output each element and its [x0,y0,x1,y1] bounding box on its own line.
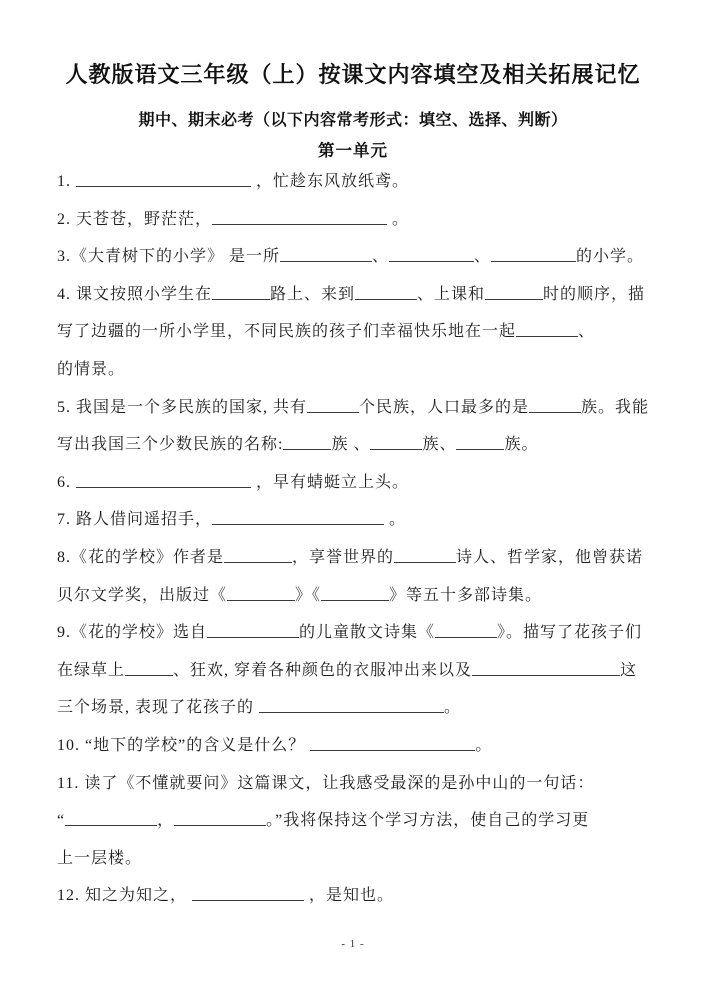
question-line [57,652,657,690]
question-line [57,727,657,765]
question-list [57,163,657,915]
fill-in-blank-line [485,297,543,300]
question-text: ， [157,812,175,830]
section-heading: 第一单元 [318,141,388,160]
question-line [57,765,657,803]
question-text: 9.《花的学校》选自 [57,624,208,642]
question-text: 2. 天苍苍，野茫茫， [57,210,213,228]
question-text: 在绿草上 [57,661,126,679]
question-text: 6. [57,473,76,491]
question-text: 个民族，人口最多的是 [359,398,530,416]
fill-in-blank-line [76,184,251,187]
question-text: 。”我将保持这个学习方法，使自己的学习更 [266,812,590,830]
question-line [57,689,657,727]
fill-in-blank-line [65,823,157,826]
question-text: 。 [475,736,493,754]
question-text: ，早有蜻蜓立上头。 [251,473,410,491]
question-text: 、 [578,323,596,341]
document-subtitle: 期中、期末必考（以下内容常考形式：填空、选择、判断） [138,112,568,129]
question-text: 、狂欢, 穿着各种颜色的衣服冲出来以及 [173,661,473,679]
question-line [57,351,657,389]
question-line [57,426,657,464]
question-text: 》《 [295,586,322,604]
fill-in-blank-line [472,673,620,676]
fill-in-blank-line [174,823,266,826]
question-line [57,802,657,840]
question-line [57,539,657,577]
fill-in-blank-line [212,522,384,525]
question-text: 族、 [422,436,457,454]
fill-in-blank-line [456,447,504,450]
question-text: 贝尔文学奖，出版过《 [57,586,228,604]
fill-in-blank-line [224,560,292,563]
fill-in-blank-line [310,748,475,751]
question-text: ，是知也。 [304,887,395,905]
question-line [57,313,657,351]
question-text: 12. 知之为知之， [57,887,193,905]
question-text: ，享誉世界的 [292,548,395,566]
question-line [57,501,657,539]
question-text: 的小学。 [576,248,645,266]
question-line [57,389,657,427]
question-line [57,464,657,502]
question-text: 、 [372,248,390,266]
question-text: 8.《花的学校》作者是 [57,548,225,566]
question-text: 》等五十多部诗集。 [389,586,543,604]
question-text: 路上、来到 [270,285,356,303]
question-line [57,238,657,276]
fill-in-blank-line [207,635,299,638]
question-text: 11. 读了《不懂就要问》这篇课文，让我感受最深的是孙中山的一句话： [57,774,595,792]
question-line [57,614,657,652]
document-title: 人教版语文三年级（上）按课文内容填空及相关拓展记忆 [65,62,641,87]
question-text: 的儿童散文诗集《 [299,624,436,642]
question-text: ，忙趁东风放纸鸢。 [251,173,410,190]
fill-in-blank-line [76,485,251,488]
question-text: 4. 课文按照小学生在 [57,285,213,303]
fill-in-blank-line [227,598,295,601]
question-line [57,840,657,878]
fill-in-blank-line [389,259,474,262]
question-text: 》。描写了花孩子们 [497,624,643,642]
question-text: 写出我国三个少数民族的名称: [57,436,284,454]
question-text: 、上课和 [417,285,486,303]
fill-in-blank-line [259,710,444,713]
question-text: 写了边疆的一所小学里，不同民族的孩子们幸福快乐地在一起 [57,323,517,341]
question-text: 。 [444,699,462,717]
fill-in-blank-line [516,334,578,337]
fill-in-blank-line [283,447,331,450]
question-text: 5. 我国是一个多民族的国家, 共有 [57,398,308,416]
fill-in-blank-line [125,673,173,676]
fill-in-blank-line [212,297,270,300]
question-text: 族 、 [331,436,371,454]
question-text: 上一层楼。 [57,849,143,867]
question-line [57,577,657,615]
fill-in-blank-line [192,898,304,901]
question-line [57,276,657,314]
fill-in-blank-line [529,410,581,413]
fill-in-blank-line [355,297,417,300]
question-text: 族。 [504,436,539,454]
fill-in-blank-line [370,447,422,450]
question-text: 时的顺序，描 [543,285,646,303]
question-text: 的情景。 [57,360,126,378]
question-text: 三个场景, 表现了花孩子的 [57,699,260,717]
fill-in-blank-line [280,259,372,262]
fill-in-blank-line [307,410,359,413]
question-line [57,163,657,201]
fill-in-blank-line [491,259,576,262]
question-text: 1. [57,173,76,190]
fill-in-blank-line [321,598,389,601]
question-text: “ [57,812,66,830]
question-text: 。 [384,511,407,529]
question-text: 这 [620,661,638,679]
fill-in-blank-line [212,222,387,225]
question-text: 3.《大青树下的小学》 是一所 [57,248,281,266]
question-text: 7. 路人借问遥招手， [57,511,213,529]
fill-in-blank-line [435,635,497,638]
question-text: 、 [474,248,492,266]
page-number: - 1 - [341,938,365,950]
question-line [57,877,657,915]
question-text: 。 [387,210,410,228]
question-text: 10. “地下的学校”的含义是什么？ [57,736,311,754]
fill-in-blank-line [394,560,456,563]
question-text: 诗人、哲学家，他曾获诺 [456,548,644,566]
question-line [57,201,657,239]
question-text: 族。我能 [581,398,650,416]
